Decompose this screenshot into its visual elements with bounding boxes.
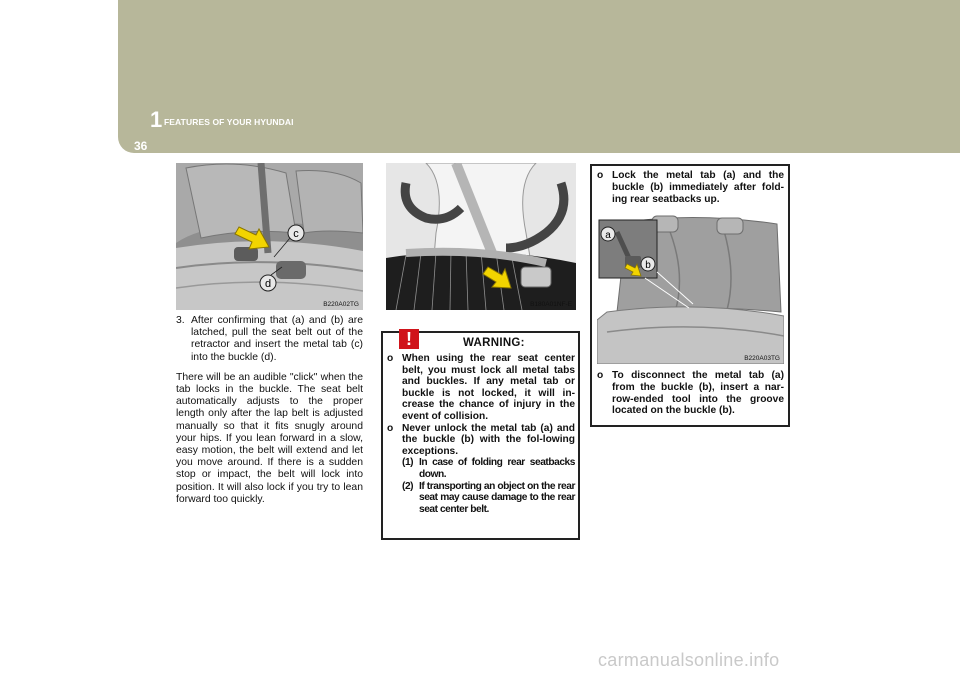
explanation-paragraph: There will be an audible "click" when the tab locks in the buckle. The seat belt automatically adjusts to the proper length only after the lap belt is adjusted manually so that it fits snugly around your hips. If you lean forward in a slow, easy motion, the belt will extend and let you move around. If there is a sudden stop or impact, the belt will lock into position. It will also lock if you try to lean forward too quickly.	[176, 371, 363, 505]
right-item-text: Lock the metal tab (a) and the buckle (b) immediately after fold-ing rear seatbacks up.	[612, 170, 784, 205]
exception-number: (1)	[402, 457, 414, 469]
svg-text:d: d	[264, 278, 272, 290]
photo-caption: B220A03TG	[744, 355, 780, 362]
right-item-2	[597, 370, 784, 417]
rear-seat-illustration	[597, 212, 784, 364]
svg-text:a: a	[605, 230, 611, 241]
rear-seat-center-belt-photo	[597, 212, 784, 364]
bullet-marker: o	[597, 170, 604, 181]
svg-text:c: c	[293, 228, 299, 240]
lap-belt-photo	[386, 163, 576, 310]
exception-text: In case of folding rear seatbacks down.	[419, 457, 575, 480]
exception-item	[387, 457, 575, 480]
seat-belt-buckle-illustration	[176, 163, 363, 310]
warning-item-text: Never unlock the metal tab (a) and the buckle (b) with the fol-lowing exceptions.	[402, 422, 575, 457]
seat-belt-buckle-photo	[176, 163, 363, 310]
chapter-title: FEATURES OF YOUR HYUNDAI	[164, 117, 294, 127]
photo-caption: B180A01NF-E	[530, 301, 572, 308]
page-number: 36	[134, 139, 148, 153]
watermark: carmanualsonline.info	[598, 650, 780, 670]
step-number: 3.	[176, 315, 185, 326]
exception-item	[387, 481, 575, 516]
warning-triangle-icon	[394, 321, 424, 349]
svg-text:b: b	[645, 260, 651, 271]
header-strip	[118, 133, 960, 153]
warning-body	[387, 353, 575, 515]
warning-item	[387, 353, 575, 423]
chapter-number: 1	[150, 107, 163, 132]
bullet-marker: o	[597, 370, 604, 381]
lap-belt-illustration	[386, 163, 576, 310]
exception-text: If transporting an object on the rear seat may cause damage to the rear seat center belt.	[419, 480, 575, 515]
right-item-1	[597, 170, 784, 205]
right-item-text: To disconnect the metal tab (a) from the buckle (b), insert a nar-row-ended tool into the groove located on the buckle (b).	[612, 370, 784, 417]
bullet-marker: o	[387, 353, 394, 364]
exception-number: (2)	[402, 480, 414, 492]
bullet-marker: o	[387, 422, 394, 434]
left-column	[176, 315, 363, 506]
warning-item-text: When using the rear seat center belt, you must lock all metal tabs and buckles. If any metal tab or buckle is not locked, it will in-crease the chance of injury in the event of collision.	[402, 353, 575, 422]
svg-text:!: !	[406, 329, 412, 349]
header-band	[118, 0, 960, 133]
warning-title: WARNING:	[463, 337, 525, 349]
step-text: After confirming that (a) and (b) are latched, pull the seat belt out of the retractor and insert the metal tab (c) into the buckle (d).	[191, 315, 363, 363]
photo-caption: B220A02TG	[323, 301, 359, 308]
step-3	[176, 315, 363, 364]
warning-item	[387, 423, 575, 458]
